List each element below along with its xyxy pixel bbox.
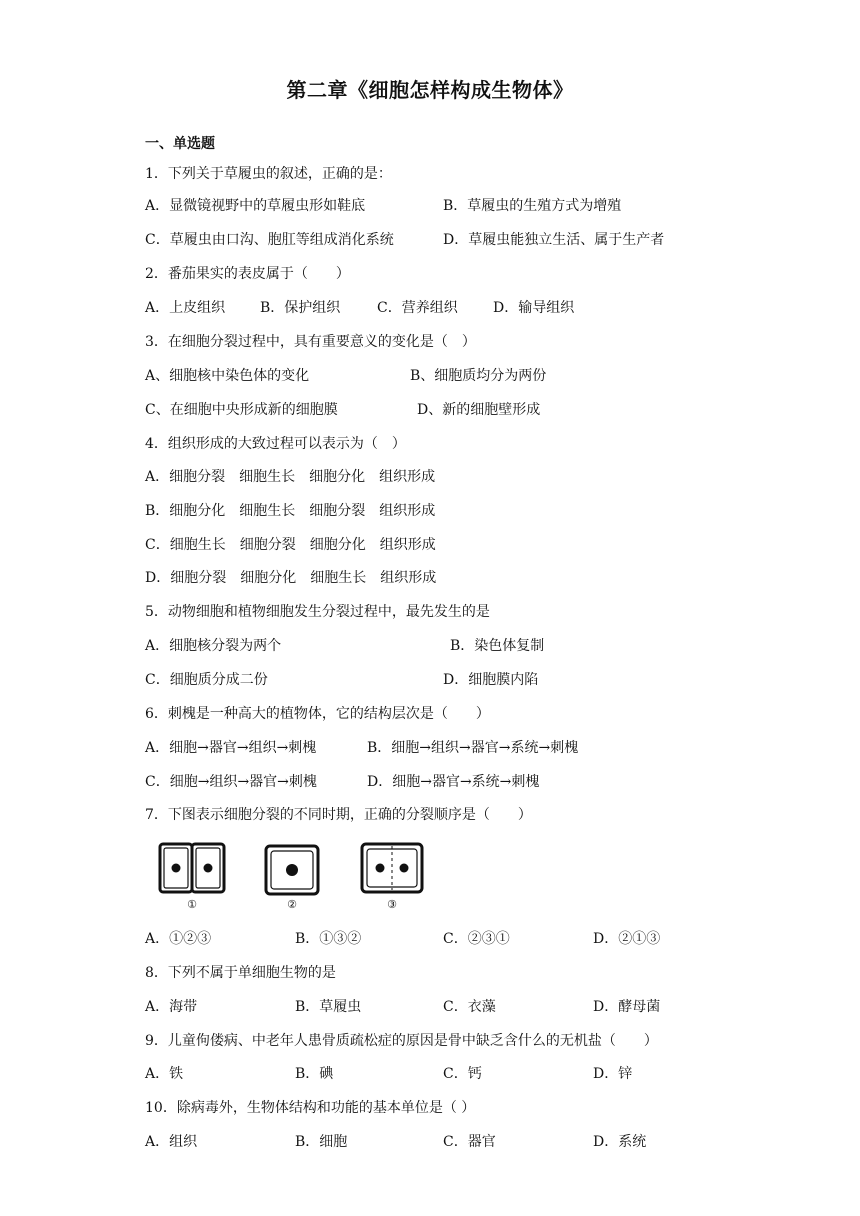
question-10-stem: 10．除病毒外，生物体结构和功能的基本单位是（ ） [145, 1100, 476, 1116]
question-6-options [145, 738, 845, 758]
question-1-options [145, 196, 845, 216]
question-5-stem: 5．动物细胞和植物细胞发生分裂过程中，最先发生的是 [145, 604, 490, 620]
q1-option-a[interactable]: A．显微镜视野中的草履虫形如鞋底 [145, 198, 366, 214]
question-3-options-2 [145, 400, 845, 420]
figure-label-3: ③ [387, 898, 397, 911]
q7-option-d[interactable]: D．②①③ [593, 931, 661, 947]
q10-option-d[interactable]: D．系统 [593, 1134, 647, 1150]
question-10-options [145, 1132, 845, 1152]
q2-option-a[interactable]: A．上皮组织 [145, 300, 226, 316]
q5-option-a[interactable]: A．细胞核分裂为两个 [145, 638, 282, 654]
q5-option-d[interactable]: D．细胞膜内陷 [443, 672, 539, 688]
q6-option-d[interactable]: D．细胞→器官→系统→刺槐 [367, 774, 540, 790]
question-9-options [145, 1064, 845, 1084]
q9-option-d[interactable]: D．锌 [593, 1066, 633, 1082]
question-3-stem: 3．在细胞分裂过程中，具有重要意义的变化是（ ） [145, 334, 476, 350]
question-8-stem: 8．下列不属于单细胞生物的是 [145, 965, 336, 981]
q8-option-a[interactable]: A．海带 [145, 999, 198, 1015]
q8-option-d[interactable]: D．酵母菌 [593, 999, 661, 1015]
q6-option-c[interactable]: C．细胞→组织→器官→刺槐 [145, 774, 317, 790]
section-heading: 一、单选题 [145, 136, 215, 152]
q4-option-d[interactable]: D．细胞分裂 细胞分化 细胞生长 组织形成 [145, 570, 437, 586]
cell-division-figure [150, 840, 450, 912]
q4-option-b[interactable]: B．细胞分化 细胞生长 细胞分裂 组织形成 [145, 503, 436, 519]
figure-label-1: ① [187, 898, 197, 911]
question-7-options [145, 929, 845, 949]
question-7-stem: 7．下图表示细胞分裂的不同时期，正确的分裂顺序是（ ） [145, 807, 532, 823]
cell-stage-2 [266, 846, 318, 894]
q2-option-b[interactable]: B．保护组织 [260, 300, 341, 316]
q6-option-b[interactable]: B．细胞→组织→器官→系统→刺槐 [367, 740, 579, 756]
question-6-options-2 [145, 772, 845, 792]
q1-option-b[interactable]: B．草履虫的生殖方式为增殖 [443, 198, 622, 214]
q2-option-c[interactable]: C．营养组织 [377, 300, 458, 316]
q7-option-c[interactable]: C．②③① [443, 931, 510, 947]
q2-option-d[interactable]: D．输导组织 [493, 300, 575, 316]
figure-label-2: ② [287, 898, 297, 911]
q9-option-c[interactable]: C．钙 [443, 1066, 482, 1082]
q3-option-a[interactable]: A、细胞核中染色体的变化 [145, 368, 310, 384]
q1-option-c[interactable]: C．草履虫由口沟、胞肛等组成消化系统 [145, 232, 394, 248]
q8-option-b[interactable]: B．草履虫 [295, 999, 362, 1015]
q4-option-c[interactable]: C．细胞生长 细胞分裂 细胞分化 组织形成 [145, 537, 436, 553]
question-9-stem: 9．儿童佝偻病、中老年人患骨质疏松症的原因是骨中缺乏含什么的无机盐（ ） [145, 1033, 658, 1049]
q1-option-d[interactable]: D．草履虫能独立生活、属于生产者 [443, 232, 665, 248]
q10-option-a[interactable]: A．组织 [145, 1134, 198, 1150]
q3-option-b[interactable]: B、细胞质均分为两份 [410, 368, 547, 384]
question-5-options-2 [145, 670, 845, 690]
cell-stage-1 [160, 844, 224, 892]
q10-option-b[interactable]: B．细胞 [295, 1134, 348, 1150]
q4-option-a[interactable]: A．细胞分裂 细胞生长 细胞分化 组织形成 [145, 469, 436, 485]
q9-option-b[interactable]: B．碘 [295, 1066, 334, 1082]
question-2-stem: 2．番茄果实的表皮属于（ ） [145, 266, 350, 282]
q7-option-a[interactable]: A．①②③ [145, 931, 212, 947]
q5-option-b[interactable]: B．染色体复制 [450, 638, 545, 654]
question-8-options [145, 997, 845, 1017]
q8-option-c[interactable]: C．衣藻 [443, 999, 496, 1015]
q10-option-c[interactable]: C．器官 [443, 1134, 496, 1150]
question-5-options [145, 636, 845, 656]
question-6-stem: 6．刺槐是一种高大的植物体，它的结构层次是（ ） [145, 706, 490, 722]
q5-option-c[interactable]: C．细胞质分成二份 [145, 672, 268, 688]
q3-option-d[interactable]: D、新的细胞壁形成 [417, 402, 541, 418]
q9-option-a[interactable]: A．铁 [145, 1066, 184, 1082]
question-1-options-2 [145, 230, 845, 250]
question-4-stem: 4．组织形成的大致过程可以表示为（ ） [145, 436, 406, 452]
question-2-options [145, 298, 845, 318]
q6-option-a[interactable]: A．细胞→器官→组织→刺槐 [145, 740, 317, 756]
cell-stage-3 [362, 844, 422, 892]
q3-option-c[interactable]: C、在细胞中央形成新的细胞膜 [145, 402, 338, 418]
question-1-stem: 1．下列关于草履虫的叙述，正确的是： [145, 166, 392, 182]
page-title: 第二章《细胞怎样构成生物体》 [286, 78, 574, 102]
question-3-options [145, 366, 845, 386]
q7-option-b[interactable]: B．①③② [295, 931, 362, 947]
